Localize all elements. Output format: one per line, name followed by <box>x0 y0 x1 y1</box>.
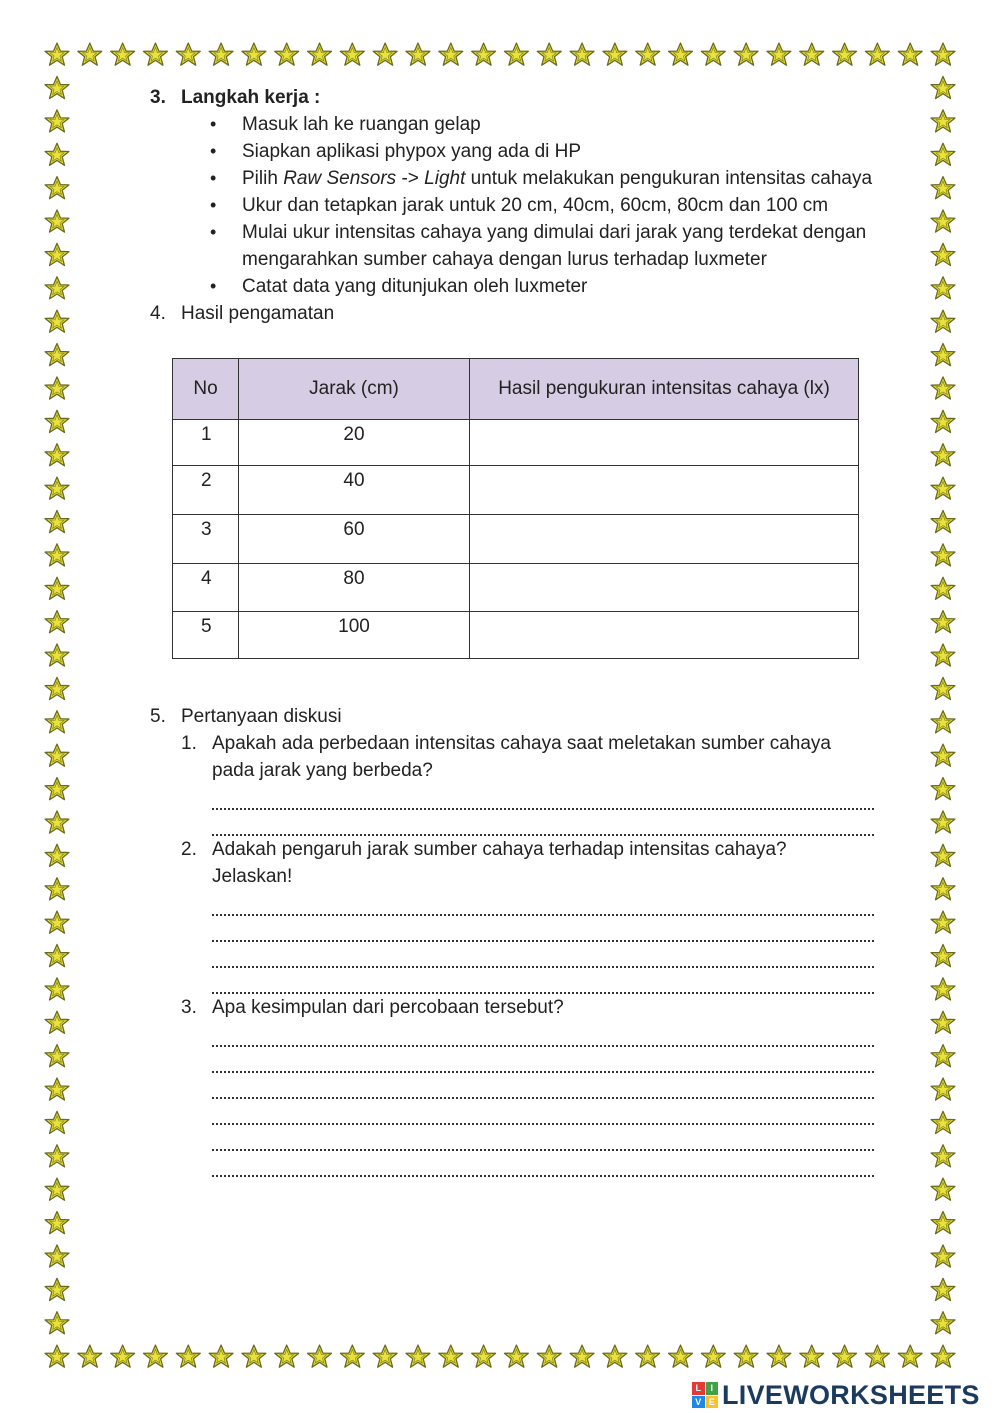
star-icon <box>931 377 955 399</box>
star-icon <box>209 1345 233 1367</box>
star-icon <box>45 1111 69 1133</box>
liveworksheets-text: LIVEWORKSHEETS <box>722 1379 980 1410</box>
star-icon <box>931 177 955 199</box>
star-icon <box>45 410 69 432</box>
step-text-italic: Light <box>424 168 466 189</box>
star-icon <box>931 76 955 98</box>
star-icon <box>767 43 791 65</box>
question-number: 3. <box>181 997 197 1018</box>
star-icon <box>865 43 889 65</box>
star-icon <box>242 43 266 65</box>
section-3-number: 3. <box>150 87 166 108</box>
star-icon <box>45 243 69 265</box>
star-icon <box>45 811 69 833</box>
star-icon <box>898 43 922 65</box>
star-icon <box>931 277 955 299</box>
table-row <box>173 564 859 612</box>
answer-line[interactable] <box>212 1125 874 1151</box>
star-icon <box>931 1345 955 1367</box>
steps-list <box>150 111 880 300</box>
cell-hasil-input[interactable] <box>470 515 859 564</box>
star-icon <box>45 76 69 98</box>
question-number: 1. <box>181 733 197 754</box>
star-icon <box>45 43 69 65</box>
star-icon <box>45 277 69 299</box>
star-icon <box>308 43 332 65</box>
star-icon <box>45 1145 69 1167</box>
cell-hasil-input[interactable] <box>470 420 859 466</box>
star-icon <box>45 510 69 532</box>
header-hasil: Hasil pengukuran intensitas cahaya (lx) <box>470 359 859 420</box>
star-icon <box>931 1312 955 1334</box>
answer-line[interactable] <box>212 1099 874 1125</box>
step-text: Mulai ukur intensitas cahaya yang dimulai dari jarak yang terdekat dengan mengarahkan sumber cahaya dengan lurus terhadap luxmeter <box>242 222 867 270</box>
question-1 <box>150 730 890 784</box>
star-icon <box>636 43 660 65</box>
star-icon <box>570 43 594 65</box>
answer-line[interactable] <box>212 916 874 942</box>
star-icon <box>931 510 955 532</box>
star-icon <box>373 1345 397 1367</box>
star-icon <box>931 711 955 733</box>
star-icon <box>931 911 955 933</box>
star-icon <box>45 911 69 933</box>
cell-jarak: 80 <box>239 564 470 612</box>
cell-jarak: 20 <box>239 420 470 466</box>
star-icon <box>45 1245 69 1267</box>
header-jarak: Jarak (cm) <box>239 359 470 420</box>
star-icon <box>931 1078 955 1100</box>
star-icon <box>931 210 955 232</box>
star-icon <box>45 711 69 733</box>
answer-line[interactable] <box>212 890 874 916</box>
star-icon <box>45 143 69 165</box>
star-icon <box>767 1345 791 1367</box>
step-item <box>210 165 880 192</box>
star-icon <box>176 43 200 65</box>
section-3 <box>150 84 880 327</box>
cell-no: 2 <box>173 466 239 515</box>
liveworksheets-logo-icon <box>692 1382 718 1408</box>
star-icon <box>504 43 528 65</box>
star-icon <box>931 43 955 65</box>
header-no: No <box>173 359 239 420</box>
step-text: Pilih <box>242 168 284 189</box>
star-icon <box>898 1345 922 1367</box>
answer-line[interactable] <box>212 1073 874 1099</box>
star-icon <box>472 1345 496 1367</box>
star-icon <box>45 310 69 332</box>
star-icon <box>439 1345 463 1367</box>
star-icon <box>45 1312 69 1334</box>
step-text-italic: Raw Sensors <box>283 168 397 189</box>
star-icon <box>373 43 397 65</box>
star-icon <box>603 43 627 65</box>
star-icon <box>603 1345 627 1367</box>
star-icon <box>308 1345 332 1367</box>
section-5-title: Pertanyaan diskusi <box>181 706 342 727</box>
logo-letter: E <box>706 1396 719 1409</box>
logo-letter: I <box>706 1382 719 1395</box>
star-icon <box>45 611 69 633</box>
star-icon <box>833 1345 857 1367</box>
star-icon <box>45 944 69 966</box>
cell-no: 3 <box>173 515 239 564</box>
star-icon <box>504 1345 528 1367</box>
star-icon <box>931 143 955 165</box>
star-icon <box>45 744 69 766</box>
star-icon <box>931 1011 955 1033</box>
star-icon <box>931 1111 955 1133</box>
star-icon <box>78 43 102 65</box>
star-icon <box>439 43 463 65</box>
star-icon <box>931 744 955 766</box>
star-icon <box>242 1345 266 1367</box>
star-icon <box>472 43 496 65</box>
step-item <box>210 273 880 300</box>
answer-line[interactable] <box>212 810 874 836</box>
star-icon <box>45 1212 69 1234</box>
star-icon <box>669 43 693 65</box>
star-icon <box>406 1345 430 1367</box>
cell-no: 4 <box>173 564 239 612</box>
star-icon <box>45 1345 69 1367</box>
star-icon <box>931 811 955 833</box>
cell-hasil-input[interactable] <box>470 564 859 612</box>
star-icon <box>931 677 955 699</box>
answer-line[interactable] <box>212 1151 874 1177</box>
star-icon <box>800 43 824 65</box>
star-icon <box>45 1278 69 1300</box>
star-icon <box>45 177 69 199</box>
star-icon <box>275 43 299 65</box>
star-icon <box>800 1345 824 1367</box>
star-icon <box>931 1278 955 1300</box>
step-item <box>210 138 880 165</box>
section-5-heading <box>150 703 890 730</box>
star-icon <box>45 477 69 499</box>
star-icon <box>931 344 955 366</box>
star-icon <box>45 677 69 699</box>
answer-line[interactable] <box>212 968 874 994</box>
question-2 <box>150 836 890 890</box>
table-header-row <box>173 359 859 420</box>
star-icon <box>865 1345 889 1367</box>
star-icon <box>734 43 758 65</box>
star-icon <box>931 1045 955 1067</box>
star-icon <box>340 1345 364 1367</box>
star-icon <box>45 110 69 132</box>
logo-letter: L <box>692 1382 705 1395</box>
cell-no: 5 <box>173 612 239 659</box>
star-icon <box>931 410 955 432</box>
star-icon <box>931 477 955 499</box>
step-text: untuk melakukan pengukuran intensitas cahaya <box>465 168 873 189</box>
star-icon <box>45 1178 69 1200</box>
table-row <box>173 515 859 564</box>
star-icon <box>701 1345 725 1367</box>
star-icon <box>931 1245 955 1267</box>
step-item <box>210 192 880 219</box>
question-text: Apakah ada perbedaan intensitas cahaya saat meletakan sumber cahaya <box>212 733 831 754</box>
star-icon <box>275 1345 299 1367</box>
section-5 <box>150 703 890 1177</box>
step-item <box>210 111 880 138</box>
star-icon <box>45 210 69 232</box>
step-text: Siapkan aplikasi phypox yang ada di HP <box>242 141 582 162</box>
star-icon <box>636 1345 660 1367</box>
step-item <box>210 219 880 273</box>
star-icon <box>734 1345 758 1367</box>
star-icon <box>931 1178 955 1200</box>
cell-hasil-input[interactable] <box>470 466 859 515</box>
cell-hasil-input[interactable] <box>470 612 859 659</box>
star-icon <box>931 243 955 265</box>
star-icon <box>78 1345 102 1367</box>
section-4-heading <box>150 300 880 327</box>
star-icon <box>111 1345 135 1367</box>
step-text: Catat data yang ditunjukan oleh luxmeter <box>242 276 588 297</box>
cell-jarak: 40 <box>239 466 470 515</box>
cell-jarak: 100 <box>239 612 470 659</box>
logo-letter: V <box>692 1396 705 1409</box>
star-icon <box>45 344 69 366</box>
star-icon <box>931 577 955 599</box>
star-icon <box>45 544 69 566</box>
star-icon <box>669 1345 693 1367</box>
star-icon <box>537 1345 561 1367</box>
star-icon <box>45 844 69 866</box>
question-text: Adakah pengaruh jarak sumber cahaya terhadap intensitas cahaya? <box>212 839 787 860</box>
star-icon <box>931 944 955 966</box>
question-number: 2. <box>181 839 197 860</box>
star-icon <box>45 1045 69 1067</box>
star-icon <box>45 1078 69 1100</box>
step-text: -> <box>396 168 425 189</box>
answer-line[interactable] <box>212 942 874 968</box>
star-icon <box>176 1345 200 1367</box>
star-icon <box>931 310 955 332</box>
star-icon <box>45 978 69 1000</box>
star-icon <box>931 611 955 633</box>
answer-line[interactable] <box>212 1047 874 1073</box>
table-row <box>173 466 859 515</box>
star-icon <box>45 444 69 466</box>
star-icon <box>833 43 857 65</box>
star-icon <box>45 1011 69 1033</box>
star-icon <box>701 43 725 65</box>
section-4-title: Hasil pengamatan <box>181 303 335 324</box>
star-icon <box>340 43 364 65</box>
answer-line[interactable] <box>212 784 874 810</box>
star-icon <box>537 43 561 65</box>
table-row <box>173 612 859 659</box>
section-3-heading <box>150 84 880 111</box>
star-icon <box>931 878 955 900</box>
section-3-title: Langkah kerja : <box>181 87 321 108</box>
star-icon <box>931 444 955 466</box>
cell-jarak: 60 <box>239 515 470 564</box>
observation-table <box>172 358 859 659</box>
star-icon <box>111 43 135 65</box>
section-5-number: 5. <box>150 706 166 727</box>
question-text: pada jarak yang berbeda? <box>212 760 433 781</box>
cell-no: 1 <box>173 420 239 466</box>
star-icon <box>406 43 430 65</box>
star-icon <box>144 1345 168 1367</box>
star-icon <box>45 377 69 399</box>
star-icon <box>45 577 69 599</box>
liveworksheets-logo <box>692 1379 980 1411</box>
star-icon <box>931 110 955 132</box>
table-row <box>173 420 859 466</box>
star-icon <box>931 1212 955 1234</box>
question-text: Jelaskan! <box>212 866 293 887</box>
star-icon <box>45 878 69 900</box>
step-text: Ukur dan tetapkan jarak untuk 20 cm, 40cm, 60cm, 80cm dan 100 cm <box>242 195 829 216</box>
star-icon <box>931 544 955 566</box>
step-text: Masuk lah ke ruangan gelap <box>242 114 481 135</box>
star-icon <box>931 1145 955 1167</box>
question-3 <box>150 994 890 1021</box>
question-text: Apa kesimpulan dari percobaan tersebut? <box>212 997 564 1018</box>
star-icon <box>570 1345 594 1367</box>
section-4-number: 4. <box>150 303 166 324</box>
star-icon <box>931 844 955 866</box>
star-icon <box>209 43 233 65</box>
answer-line[interactable] <box>212 1021 874 1047</box>
star-icon <box>931 778 955 800</box>
star-icon <box>931 644 955 666</box>
star-icon <box>931 978 955 1000</box>
star-icon <box>144 43 168 65</box>
star-icon <box>45 644 69 666</box>
star-icon <box>45 778 69 800</box>
